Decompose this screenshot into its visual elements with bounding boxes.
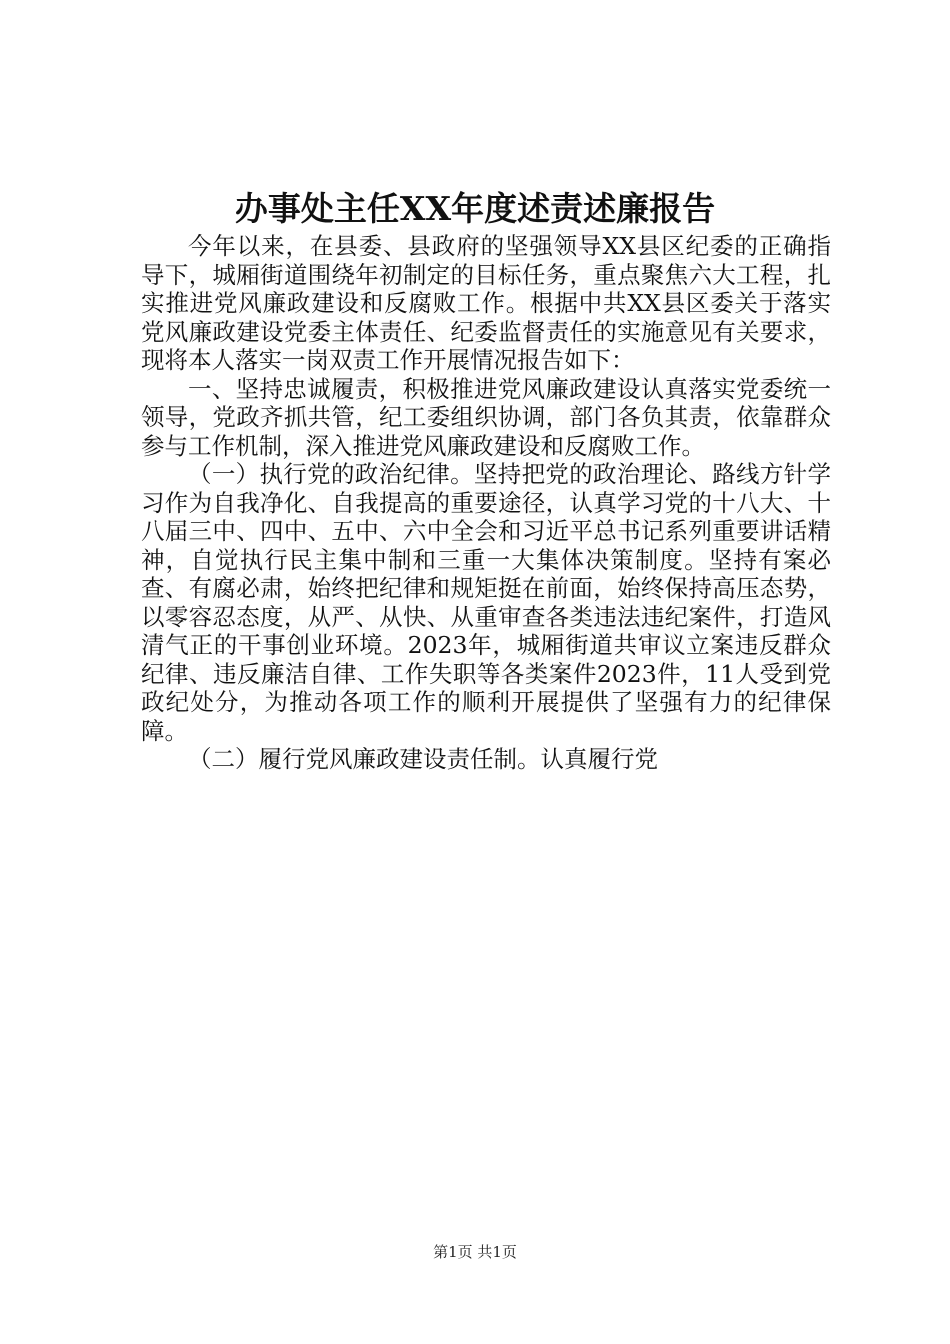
paragraph-subsection-two: （二）履行党风廉政建设责任制。认真履行党	[188, 745, 658, 773]
document-body	[141, 232, 831, 774]
paragraph-subsection-one: （一）执行党的政治纪律。坚持把党的政治理论、路线方针学习作为自我净化、自我提高的重要途径，认真学习党的十八大、十八届三中、四中、五中、六中全会和习近平总书记系列重要讲话精神，自觉执行民主集中制和三重一大集体决策制度。坚持有案必查、有腐必肃，始终把纪律和规矩挺在前面，始终保持高压态势，以零容忍态度，从严、从快、从重审查各类违法违纪案件，打造风清气正的干事创业环境。2023年，城厢街道共审议立案违反群众纪律、违反廉洁自律、工作失职等各类案件2023件，11人受到党政纪处分，为推动各项工作的顺利开展提供了坚强有力的纪律保障。	[141, 460, 831, 745]
paragraph-section-one: 一、坚持忠诚履责，积极推进党风廉政建设认真落实党委统一领导，党政齐抓共管，纪工委组织协调，部门各负其责，依靠群众参与工作机制，深入推进党风廉政建设和反腐败工作。	[141, 374, 831, 460]
document-title: 办事处主任XX年度述责述廉报告	[234, 189, 716, 228]
page-footer: 第1页 共1页	[433, 1243, 517, 1261]
paragraph-intro: 今年以来，在县委、县政府的坚强领导XX县区纪委的正确指导下，城厢街道围绕年初制定的目标任务，重点聚焦六大工程，扎实推进党风廉政建设和反腐败工作。根据中共XX县区委关于落实党风廉政建设党委主体责任、纪委监督责任的实施意见有关要求，现将本人落实一岗双责工作开展情况报告如下：	[141, 232, 831, 374]
